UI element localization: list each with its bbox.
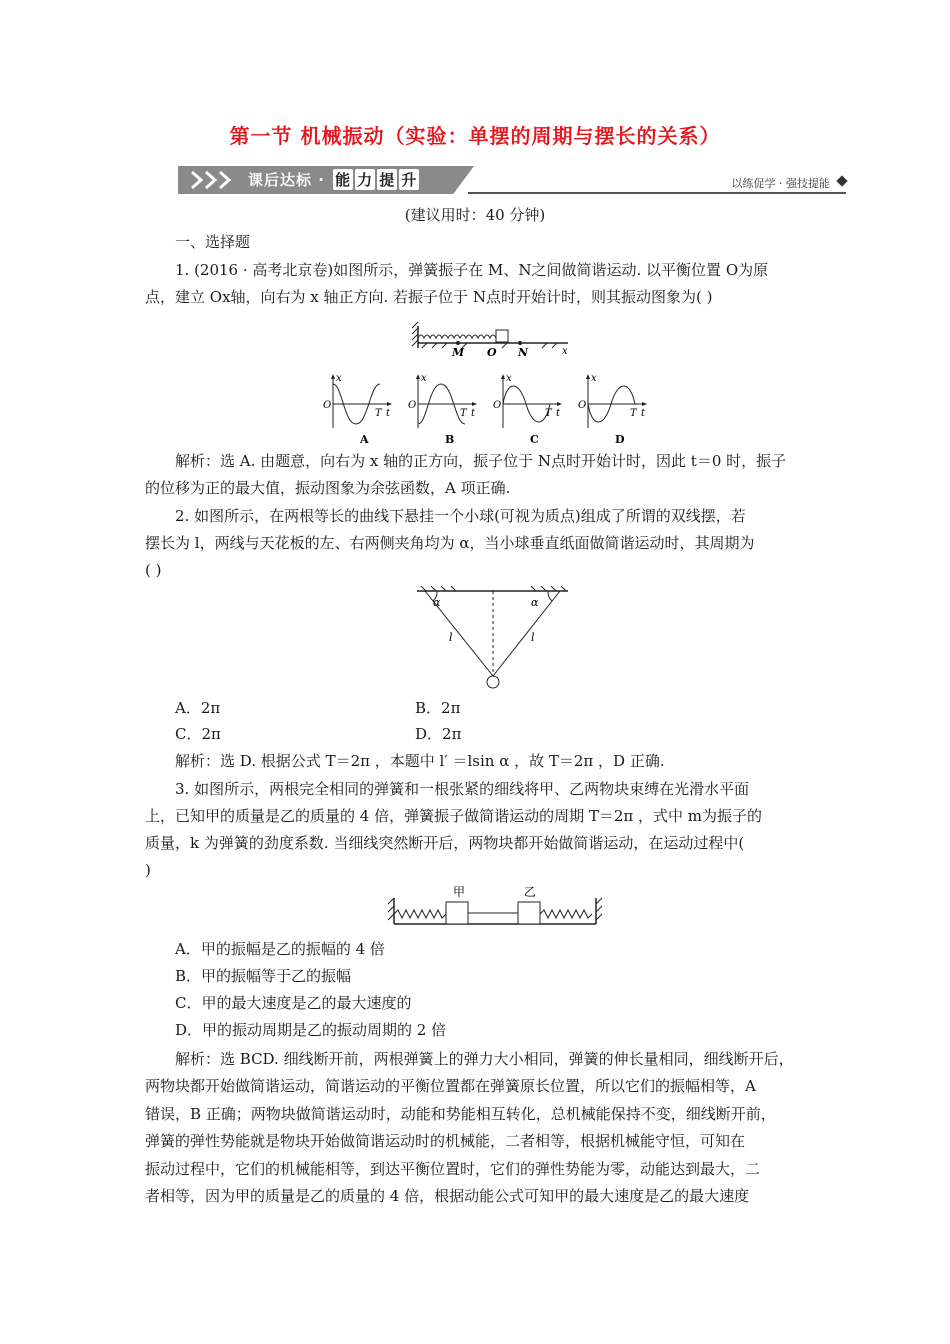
banner-char: 升	[401, 171, 418, 189]
label-l: l	[449, 631, 453, 644]
label-l: l	[531, 631, 535, 644]
banner-underline	[468, 192, 846, 194]
option-a[interactable]: A．2π	[175, 699, 221, 717]
label-alpha: α	[531, 596, 539, 609]
svg-text:t: t	[386, 408, 391, 419]
label-alpha: α	[433, 596, 441, 609]
q1-line: 1. (2016 · 高考北京卷)如图所示，弹簧振子在 M、N之间做简谐运动. 以平衡位置 O为原	[175, 261, 769, 279]
q1-analysis: 的位移为正的最大值，振动图象为余弦函数，A 项正确.	[145, 479, 511, 497]
svg-text:T: T	[630, 408, 637, 419]
q3-line: 质量，k 为弹簧的劲度系数. 当细线突然断开后，两物块都开始做简谐运动，在运动过程中(	[145, 834, 745, 852]
double-pendulum-figure	[415, 586, 570, 691]
svg-text:x: x	[506, 373, 512, 384]
option-d[interactable]: D．2π	[415, 725, 462, 743]
svg-text:O: O	[493, 400, 502, 411]
banner-char: 力	[357, 171, 374, 189]
svg-text:x: x	[336, 373, 342, 384]
label-yi: 乙	[524, 885, 537, 899]
svg-text:T: T	[460, 408, 467, 419]
svg-text:t: t	[641, 408, 646, 419]
q1-line: 点，建立 Ox轴，向右为 x 轴正方向. 若振子位于 N点时开始计时，则其振动图象为( )	[145, 288, 713, 306]
chevron-right-icon	[204, 170, 218, 190]
graph-option-c	[493, 373, 562, 446]
q3-option-b[interactable]: B．甲的振幅等于乙的振幅	[175, 967, 352, 985]
label-N: N	[518, 346, 529, 359]
option-c[interactable]: C．2π	[175, 725, 221, 743]
svg-text:O: O	[408, 400, 417, 411]
banner-label	[248, 169, 419, 190]
q3-line: 3. 如图所示，两根完全相同的弹簧和一根张紧的细线将甲、乙两物块束缚在光滑水平面	[175, 780, 750, 798]
option-b[interactable]: B．2π	[415, 699, 461, 717]
svg-text:O: O	[578, 400, 587, 411]
q3-analysis: 错误，B 正确；两物块做简谐运动时，动能和势能相互转化，总机械能保持不变，细线断开前，	[145, 1105, 776, 1123]
q2-options-row	[175, 723, 775, 744]
q1-analysis: 解析：选 A. 由题意，向右为 x 轴的正方向，振子位于 N点时开始计时，因此 t＝0 时，振子	[175, 452, 787, 470]
q3-analysis: 解析：选 BCD. 细线断开前，两根弹簧上的弹力大小相同，弹簧的伸长量相同，细线断开后，	[175, 1050, 794, 1068]
q2-line: 2. 如图所示，在两根等长的曲线下悬挂一个小球(可视为质点)组成了所谓的双线摆，若	[175, 507, 746, 525]
page-title: 第一节 机械振动（实验：单摆的周期与摆长的关系）	[229, 124, 721, 148]
spring-blocks-figure	[388, 884, 603, 932]
chevron-right-icon	[218, 170, 232, 190]
banner-char: 提	[379, 171, 396, 189]
svg-text:x: x	[421, 373, 427, 384]
q3-analysis: 弹簧的弹性势能就是物块开始做简谐运动时的机械能，二者相等，根据机械能守恒，可知在	[145, 1132, 746, 1150]
q3-line: )	[145, 861, 151, 879]
q3-analysis: 两物块都开始做简谐运动，简谐运动的平衡位置都在弹簧原长位置，所以它们的振幅相等，A	[145, 1077, 756, 1095]
label-M: M	[452, 346, 465, 359]
q3-line: 上，已知甲的质量是乙的质量的 4 倍，弹簧振子做简谐运动的周期 T＝2π ，式中 m为振子的	[145, 807, 763, 825]
graph-option-a	[323, 373, 392, 446]
label-jia: 甲	[453, 885, 466, 899]
vibration-graphs	[320, 370, 670, 450]
label-x: x	[562, 346, 568, 357]
spring-oscillator-figure	[410, 318, 580, 360]
q2-analysis: 解析：选 D. 根据公式 T＝2π ，本题中 l′ ＝lsin α ，故 T＝2π ，D 正确.	[175, 752, 665, 770]
section-heading: 一、选择题	[175, 233, 251, 251]
svg-text:T: T	[375, 408, 382, 419]
q2-line: ( )	[145, 561, 162, 579]
time-note: (建议用时：40 分钟)	[404, 206, 546, 224]
q3-option-a[interactable]: A．甲的振幅是乙的振幅的 4 倍	[175, 940, 385, 958]
banner-prefix: 课后达标 ·	[248, 171, 325, 189]
q3-option-c[interactable]: C．甲的最大速度是乙的最大速度的	[175, 994, 412, 1012]
option-letter: A	[360, 433, 369, 446]
option-letter: C	[530, 433, 539, 446]
q3-analysis: 者相等，因为甲的质量是乙的质量的 4 倍，根据动能公式可知甲的最大速度是乙的最大速度	[145, 1187, 750, 1205]
option-letter: D	[615, 433, 625, 446]
svg-text:T: T	[545, 408, 552, 419]
banner-slogan: 以练促学 · 强技提能	[731, 177, 830, 190]
graph-option-d	[578, 373, 647, 446]
diamond-icon	[836, 175, 847, 186]
q2-options-row	[175, 697, 775, 718]
graph-option-b	[408, 373, 477, 446]
banner-char: 能	[335, 171, 352, 189]
svg-text:O: O	[323, 400, 332, 411]
option-letter: B	[445, 433, 455, 446]
chevron-right-icon	[190, 170, 204, 190]
svg-text:t: t	[471, 408, 476, 419]
section-banner	[178, 166, 848, 194]
label-O: O	[487, 346, 497, 359]
svg-text:x: x	[591, 373, 597, 384]
svg-text:t: t	[556, 408, 561, 419]
q3-option-d[interactable]: D．甲的振动周期是乙的振动周期的 2 倍	[175, 1021, 447, 1039]
q3-analysis: 振动过程中，它们的机械能相等，到达平衡位置时，它们的弹性势能为零，动能达到最大，二	[145, 1160, 761, 1178]
q2-line: 摆长为 l，两线与天花板的左、右两侧夹角均为 α，当小球垂直纸面做简谐运动时，其周期为	[145, 534, 755, 552]
